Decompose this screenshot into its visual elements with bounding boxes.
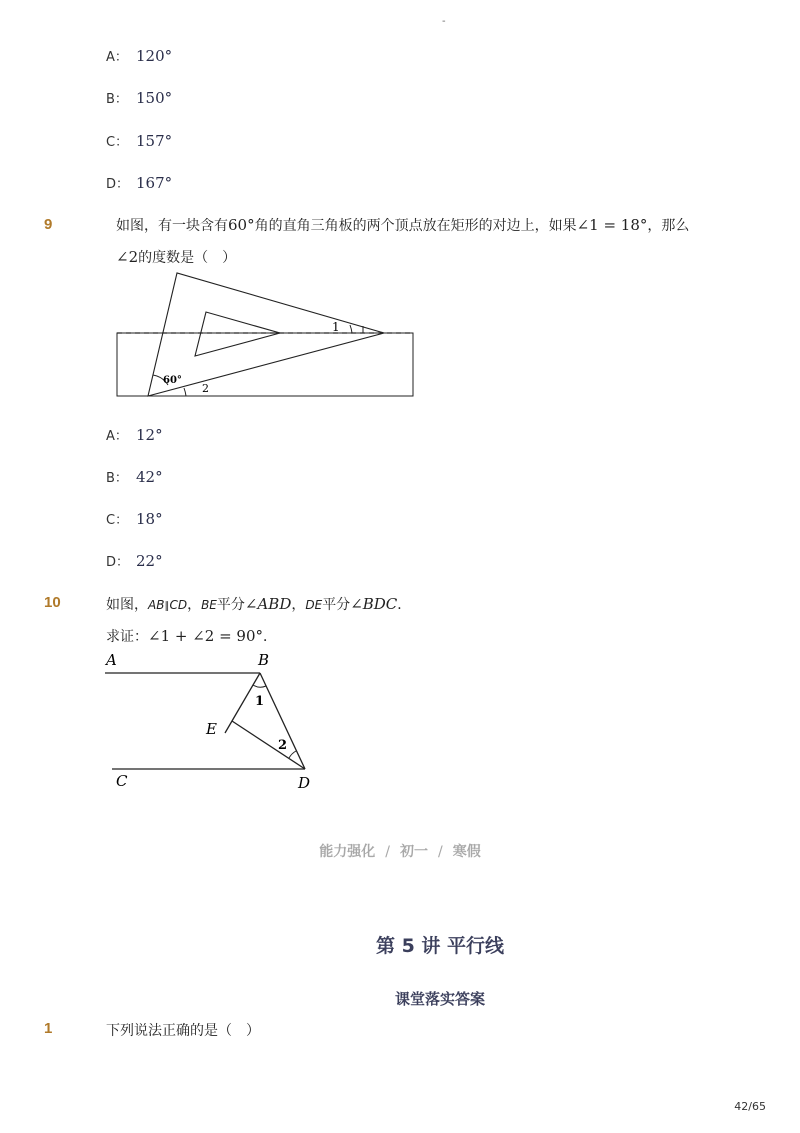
- comma: ，: [291, 597, 306, 613]
- comma: ，: [187, 597, 202, 613]
- q8-option-c: [106, 131, 172, 150]
- q10-text-b: 求证：: [106, 629, 148, 645]
- option-label: D：: [106, 177, 130, 192]
- angle1-arc: [253, 685, 266, 687]
- q9-option-a: [106, 425, 163, 444]
- q9-text-c: ，那么: [647, 218, 690, 234]
- angle-bdc: ∠BDC: [350, 595, 398, 613]
- option-value: 42°: [136, 468, 163, 486]
- question-number-10: 10: [44, 594, 61, 611]
- q8-option-a: [106, 46, 172, 65]
- q10-equation: ∠1 + ∠2 = 90°: [148, 627, 264, 645]
- figure-label-1: 1: [332, 320, 340, 334]
- footer-separator: /: [438, 844, 443, 860]
- angle-abd: ∠ABD: [244, 595, 292, 613]
- footer-part-3: 寒假: [452, 844, 481, 860]
- bisects-text: 平分: [322, 597, 351, 613]
- q9-stem-line1: [116, 215, 689, 235]
- option-value: 120°: [136, 47, 173, 65]
- option-label: B：: [106, 92, 128, 107]
- question-number-1: 1: [44, 1020, 53, 1037]
- point-label-e: E: [206, 720, 217, 738]
- angle2-arc: [184, 388, 186, 396]
- q10-stem-line2: [106, 626, 277, 646]
- inner-triangle: [195, 312, 280, 356]
- option-label: A：: [106, 50, 128, 65]
- header-mark: -: [442, 16, 446, 27]
- figure-label-60: 60°: [163, 375, 182, 386]
- page-number: 42/65: [734, 1100, 766, 1113]
- option-value: 167°: [136, 174, 173, 192]
- option-label: A：: [106, 429, 128, 444]
- option-value: 12°: [136, 426, 163, 444]
- figure-label-2: 2: [202, 382, 209, 395]
- point-label-a: A: [106, 651, 117, 669]
- q9-angle-2: ∠2: [116, 248, 139, 266]
- point-label-c: C: [116, 772, 128, 790]
- period: ．: [263, 629, 278, 645]
- lecture-title: 第 5 讲 平行线: [375, 935, 505, 957]
- q9-option-b: [106, 467, 163, 486]
- q9-angle-60: 60°: [228, 216, 255, 234]
- q8-option-b: [106, 88, 172, 107]
- footer-part-1: 能力强化: [319, 844, 376, 860]
- option-label: C：: [106, 513, 129, 528]
- angle-label-2: 2: [278, 738, 288, 753]
- q9-figure: [110, 268, 420, 403]
- q10-stem-line1: [106, 594, 411, 614]
- point-label-b: B: [258, 651, 270, 669]
- option-value: 150°: [136, 89, 173, 107]
- option-value: 22°: [136, 552, 163, 570]
- answers-title: 课堂落实答案: [394, 990, 485, 1008]
- option-value: 157°: [136, 132, 173, 150]
- q9-text-d: 的度数是（ ）: [138, 250, 237, 266]
- angle2-arc: [289, 751, 296, 758]
- option-label: B：: [106, 471, 128, 486]
- segment-ab: AB: [148, 598, 165, 612]
- segment-de: DE: [305, 598, 323, 612]
- q10-figure: [100, 645, 330, 795]
- q8-option-d: [106, 173, 172, 192]
- angle1-arc: [350, 325, 352, 333]
- parallel-symbol: ∥: [164, 601, 170, 612]
- period: ．: [397, 597, 412, 613]
- footer-separator: /: [385, 844, 390, 860]
- footer-part-2: 初一: [400, 844, 428, 860]
- q1-stem: 下列说法正确的是（ ）: [106, 1023, 260, 1039]
- q9-text-a: 如图，有一块含有: [116, 218, 228, 234]
- q10-text-a: 如图，: [106, 597, 148, 613]
- bisects-text: 平分: [216, 597, 245, 613]
- section-footer: [0, 841, 800, 861]
- segment-cd: CD: [169, 598, 188, 612]
- option-value: 18°: [136, 510, 163, 528]
- segment-be: BE: [201, 598, 217, 612]
- point-label-d: D: [298, 774, 311, 792]
- q9-option-d: [106, 551, 163, 570]
- question-number-9: 9: [44, 216, 53, 233]
- angle-label-1: 1: [255, 694, 265, 709]
- q9-stem-line2: [116, 247, 236, 267]
- q9-equation: ∠1 = 18°: [576, 216, 648, 234]
- outer-triangle: [148, 273, 384, 396]
- q9-text-b: 角的直角三角板的两个顶点放在矩形的对边上，如果: [254, 218, 577, 234]
- option-label: D：: [106, 555, 130, 570]
- option-label: C：: [106, 135, 129, 150]
- q9-option-c: [106, 509, 163, 528]
